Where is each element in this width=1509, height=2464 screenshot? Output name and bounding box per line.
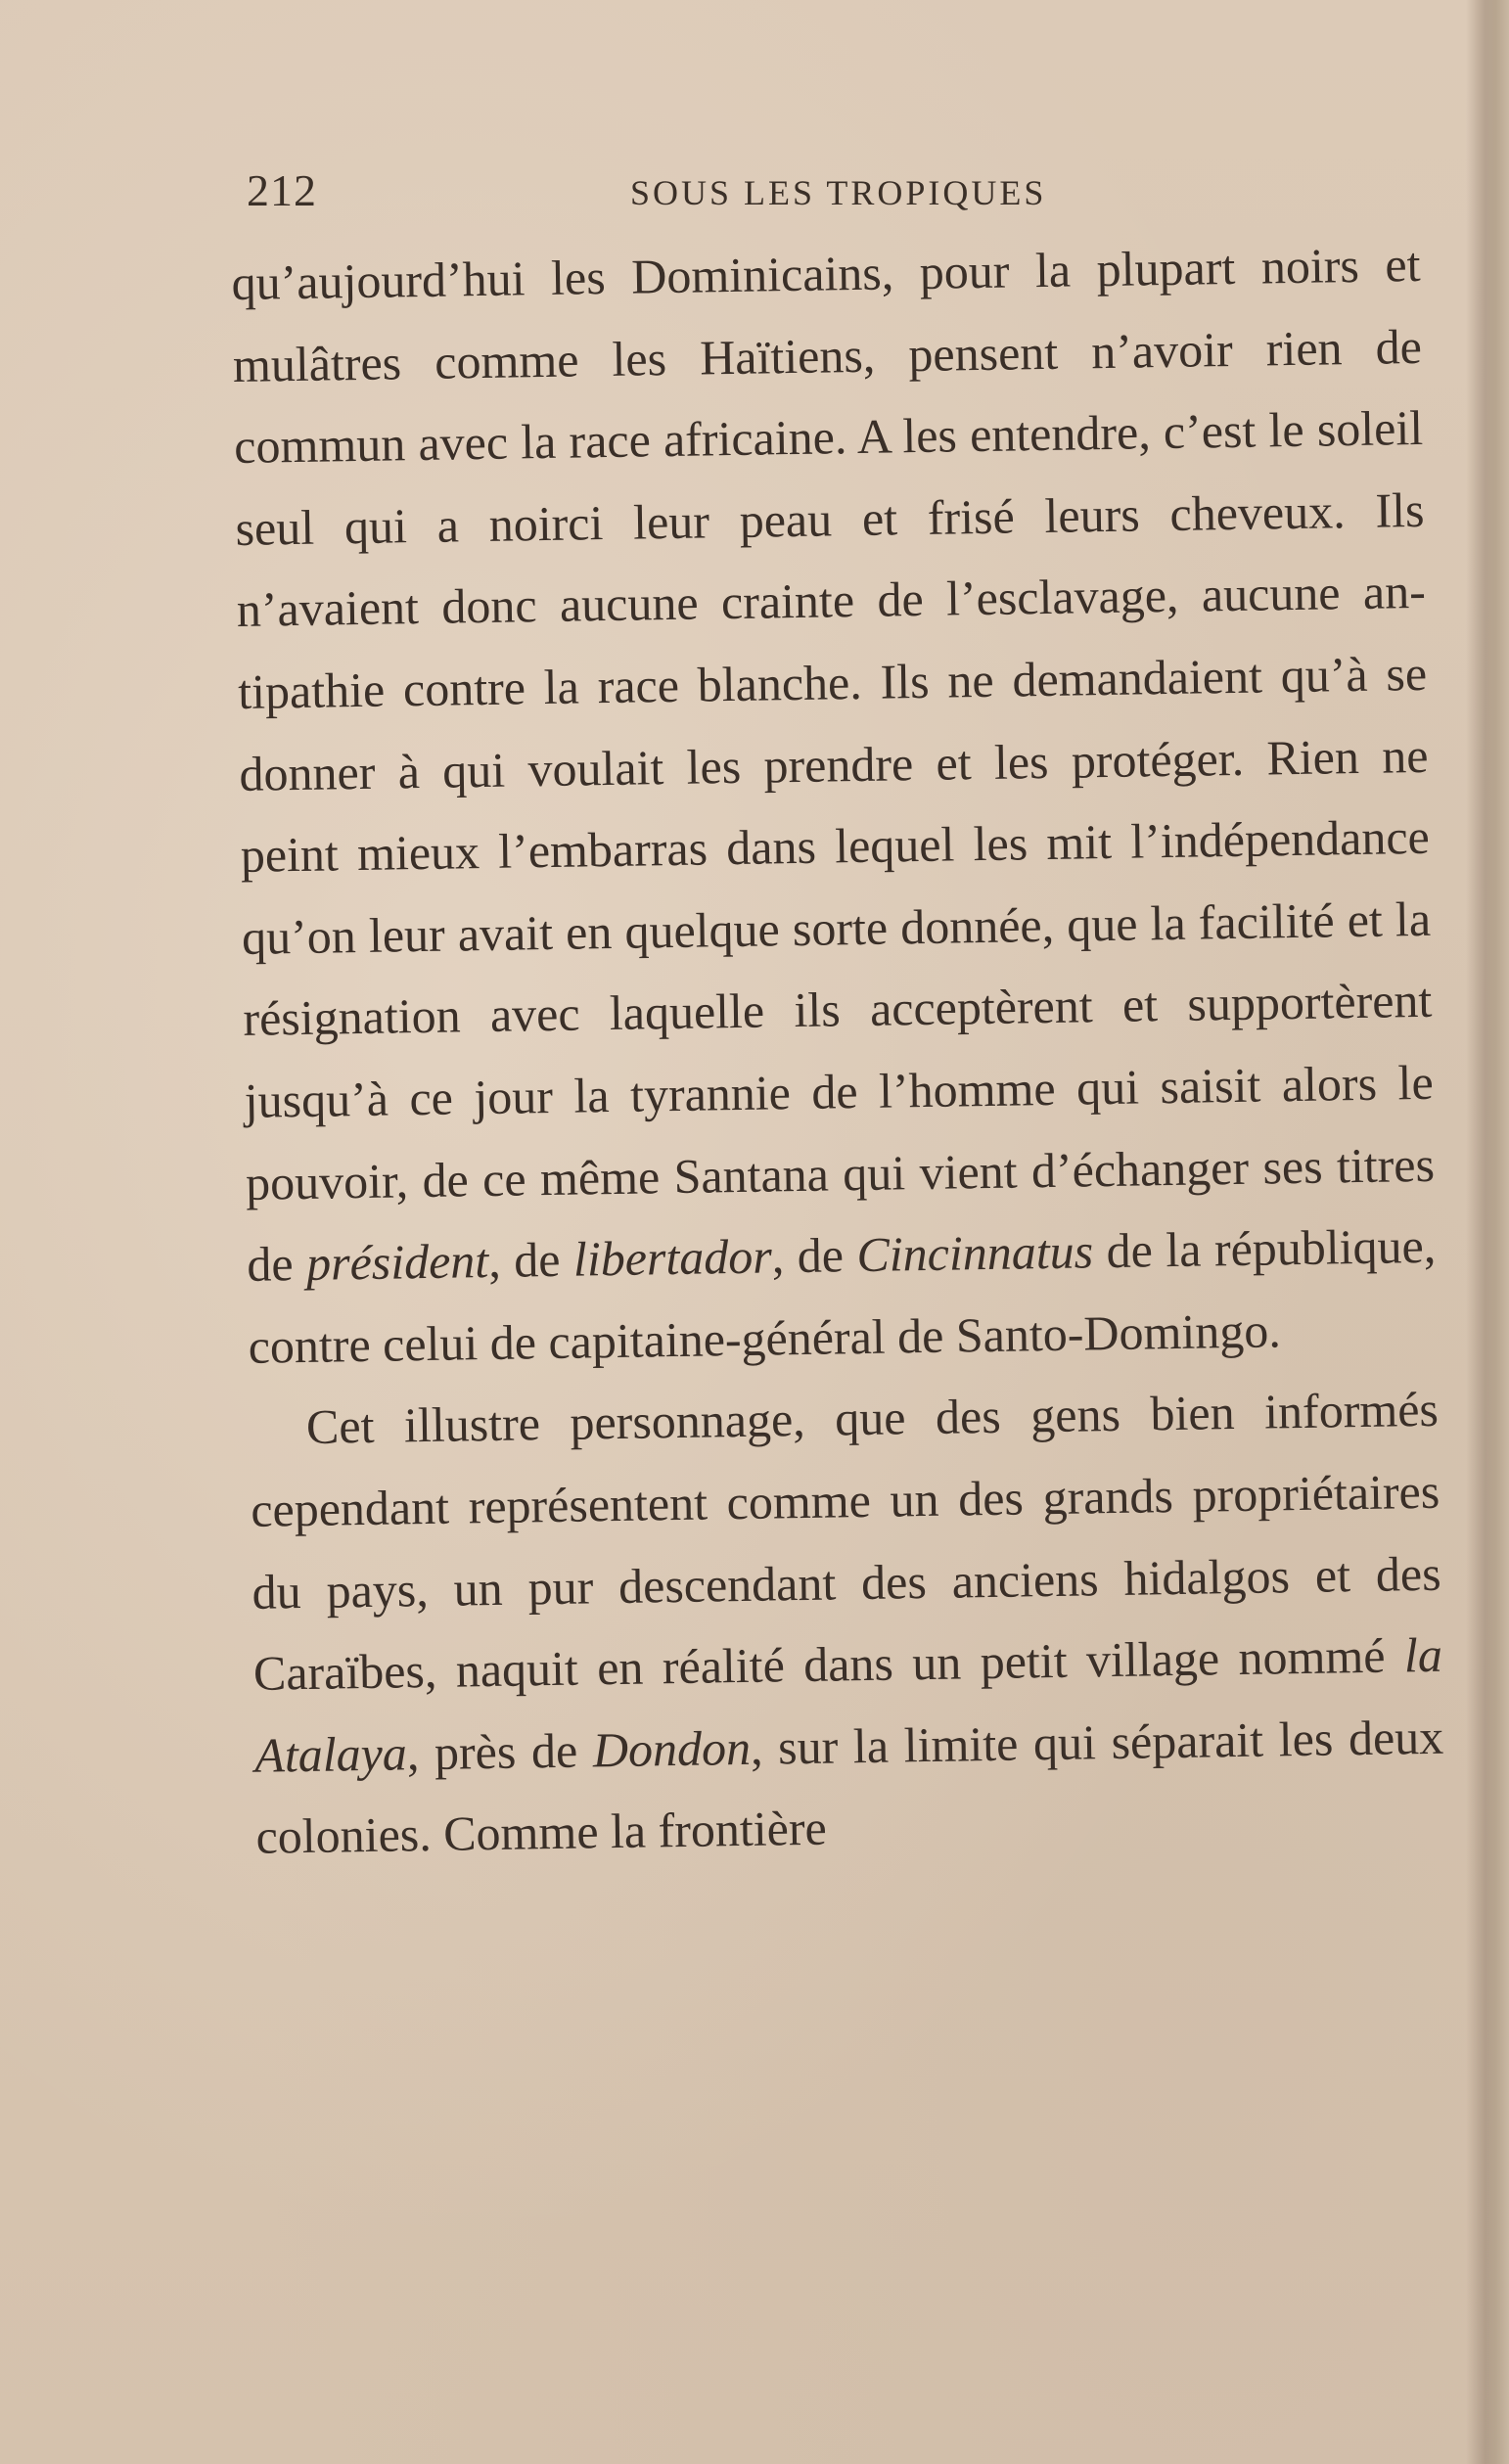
paragraph-1-italic-cincinnatus: Cincinnatus [855, 1223, 1094, 1283]
paragraph-1-italic-libertador: libertador [572, 1228, 773, 1287]
paragraph-1-italic-president: président [305, 1233, 489, 1292]
paragraph-2-text-1: Cet illustre personnage, que des gens bien informés cependant représentent comme un des grands propriétaires du pays, un pur descendant des anciens hidalgos et des Caraïbes, naquit en réalité dans un petit village nommé [250, 1382, 1441, 1701]
body-text [231, 224, 1445, 1879]
paragraph-2-text-3: , sur la limite qui séparait les deux colonies. Comme la frontière [255, 1709, 1444, 1865]
running-title: SOUS LES TROPIQUES [630, 173, 1047, 212]
paragraph-2-text-2: , près de [406, 1722, 594, 1781]
paragraph-1-text-3: , de [771, 1227, 857, 1284]
paragraph-1-text-1: qu’aujourd’hui les Dominicains, pour la plupart noirs et mulâtres comme les Haïtiens, pensent n’avoir rien de commun avec la race africaine. A les entendre, c’est le soleil seul qui a noirci leur peau et frisé leurs cheveux. Ils n’avaient donc aucune crainte de l’esclavage, aucune antipathie contre la race blanche. Ils ne demandaient qu’à se donner à qui voulait les prendre et les protéger. Rien ne peint mieux l’embarras dans lequel les mit l’indépendance qu’on leur avait en quelque sorte donnée, que la facilité et la résignation avec laquelle ils acceptèrent et supportèrent jusqu’à ce jour la tyrannie de l’homme qui saisit alors le pouvoir, de ce même Santana qui vient d’échanger ses titres de [231, 236, 1436, 1292]
paragraph-1-text-2: , de [487, 1231, 574, 1289]
paragraph-1 [231, 224, 1438, 1388]
paragraph-2-italic-atalaya: la Atalaya [253, 1626, 1443, 1783]
paragraph-2-italic-dondon: Dondon [592, 1719, 752, 1778]
page-number: 212 [247, 165, 317, 215]
paragraph-1-text-4: de la république, contre celui de capitaine-général de Santo-Domingo. [248, 1217, 1437, 1374]
page-edge-shadow [1466, 0, 1509, 2464]
paragraph-2 [249, 1369, 1445, 1879]
running-head [247, 164, 1431, 223]
